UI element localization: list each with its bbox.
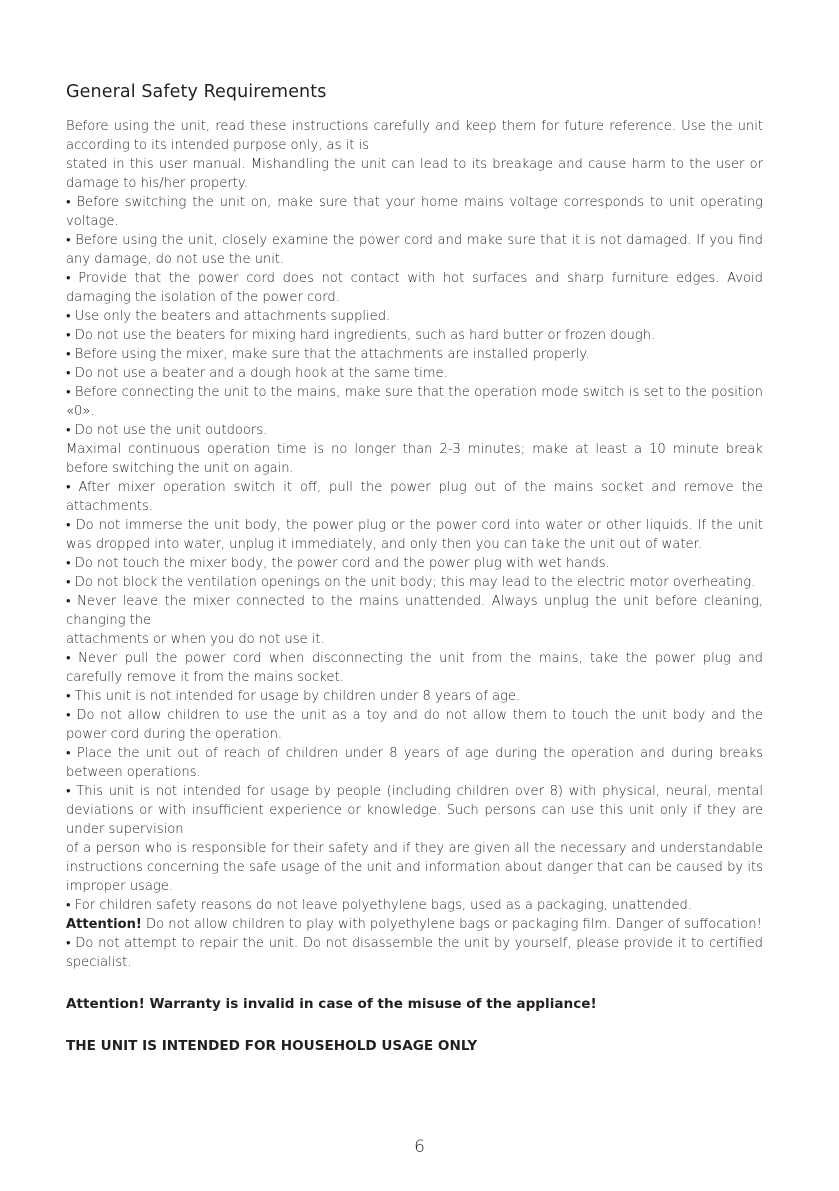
paragraph-beater-dough-hook: • Do not use a beater and a dough hook at the same time.: [66, 366, 448, 381]
paragraph-water-immersion: • Do not immerse the unit body, the power plug or the power cord into water or other liquids. If the unit was dropped into water, unplug it immediately, and only then you can take the unit out of water.: [66, 518, 763, 552]
attention-label: Attention!: [66, 917, 142, 932]
paragraph-persons-supervision-1: • This unit is not intended for usage by people (including children over 8) with physical, neural, mental deviations or with insufficient experience or knowledge. Such persons can use this unit only if they are under supervision: [66, 784, 763, 837]
warranty-warning: Attention! Warranty is invalid in case of the misuse of the appliance!: [66, 996, 597, 1012]
paragraph-children-reach: • Place the unit out of reach of children under 8 years of age during the operation and during breaks between operations.: [66, 746, 763, 780]
paragraph-repair: • Do not attempt to repair the unit. Do not disassemble the unit by yourself, please provide it to certified specialist.: [66, 936, 763, 970]
paragraph-switch-position: • Before connecting the unit to the mains, make sure that the operation mode switch is set to the position «0».: [66, 385, 763, 419]
paragraph-operation-time: Maximal continuous operation time is no longer than 2-3 minutes; make at least a 10 minute break before switching the unit on again.: [66, 442, 763, 476]
page-number: 6: [414, 1137, 425, 1157]
paragraph-unattended-2: attachments or when you do not use it.: [66, 632, 325, 647]
paragraph-power-cord-check: • Before using the unit, closely examine the power cord and make sure that it is not damaged. If you find any damage, do not use the unit.: [66, 233, 763, 267]
paragraph-hard-ingredients: • Do not use the beaters for mixing hard ingredients, such as hard butter or frozen dough.: [66, 328, 656, 343]
paragraph-ventilation: • Do not block the ventilation openings on the unit body; this may lead to the electric motor overheating.: [66, 575, 756, 590]
paragraph-intro-1: Before using the unit, read these instructions carefully and keep them for future reference. Use the unit according to its intended purpose only, as it is: [66, 119, 763, 153]
attention-text: Do not allow children to play with polyethylene bags or packaging film. Danger of suffocation!: [141, 917, 762, 932]
paragraph-attachments-supplied: • Use only the beaters and attachments supplied.: [66, 309, 391, 324]
paragraph-polyethylene-bags: • For children safety reasons do not leave polyethylene bags, used as a packaging, unattended.: [66, 898, 692, 913]
paragraph-pull-cord: • Never pull the power cord when disconnecting the unit from the mains, take the power plug and carefully remove it from the mains socket.: [66, 651, 763, 685]
document-page: [66, 80, 763, 1056]
paragraph-children-age: • This unit is not intended for usage by children under 8 years of age.: [66, 689, 521, 704]
safety-text-body: [66, 117, 763, 972]
paragraph-intro-2: stated in this user manual. Mishandling the unit can lead to its breakage and cause harm to the user or damage to his/her property.: [66, 157, 763, 191]
paragraph-persons-supervision-2: of a person who is responsible for their safety and if they are given all the necessary and understandable instructions concerning the safe usage of the unit and information about danger that can be caused by its improper usage.: [66, 841, 763, 894]
paragraph-hot-surfaces: • Provide that the power cord does not contact with hot surfaces and sharp furniture edges. Avoid damaging the isolation of the power cord.: [66, 271, 763, 305]
paragraph-outdoors: • Do not use the unit outdoors.: [66, 423, 268, 438]
household-notice: THE UNIT IS INTENDED FOR HOUSEHOLD USAGE ONLY: [66, 1038, 478, 1054]
paragraph-children-toy: • Do not allow children to use the unit as a toy and do not allow them to touch the unit body and the power cord during the operation.: [66, 708, 763, 742]
paragraph-wet-hands: • Do not touch the mixer body, the power cord and the power plug with wet hands.: [66, 556, 610, 571]
paragraph-unattended-1: • Never leave the mixer connected to the mains unattended. Always unplug the unit before cleaning, changing the: [66, 594, 763, 628]
paragraph-voltage: • Before switching the unit on, make sure that your home mains voltage corresponds to unit operating voltage.: [66, 195, 763, 229]
page-title: General Safety Requirements: [66, 82, 327, 102]
paragraph-attachments-installed: • Before using the mixer, make sure that the attachments are installed properly.: [66, 347, 590, 362]
paragraph-after-operation: • After mixer operation switch it off, pull the power plug out of the mains socket and remove the attachments.: [66, 480, 763, 514]
paragraph-attention-suffocation: [66, 915, 763, 934]
